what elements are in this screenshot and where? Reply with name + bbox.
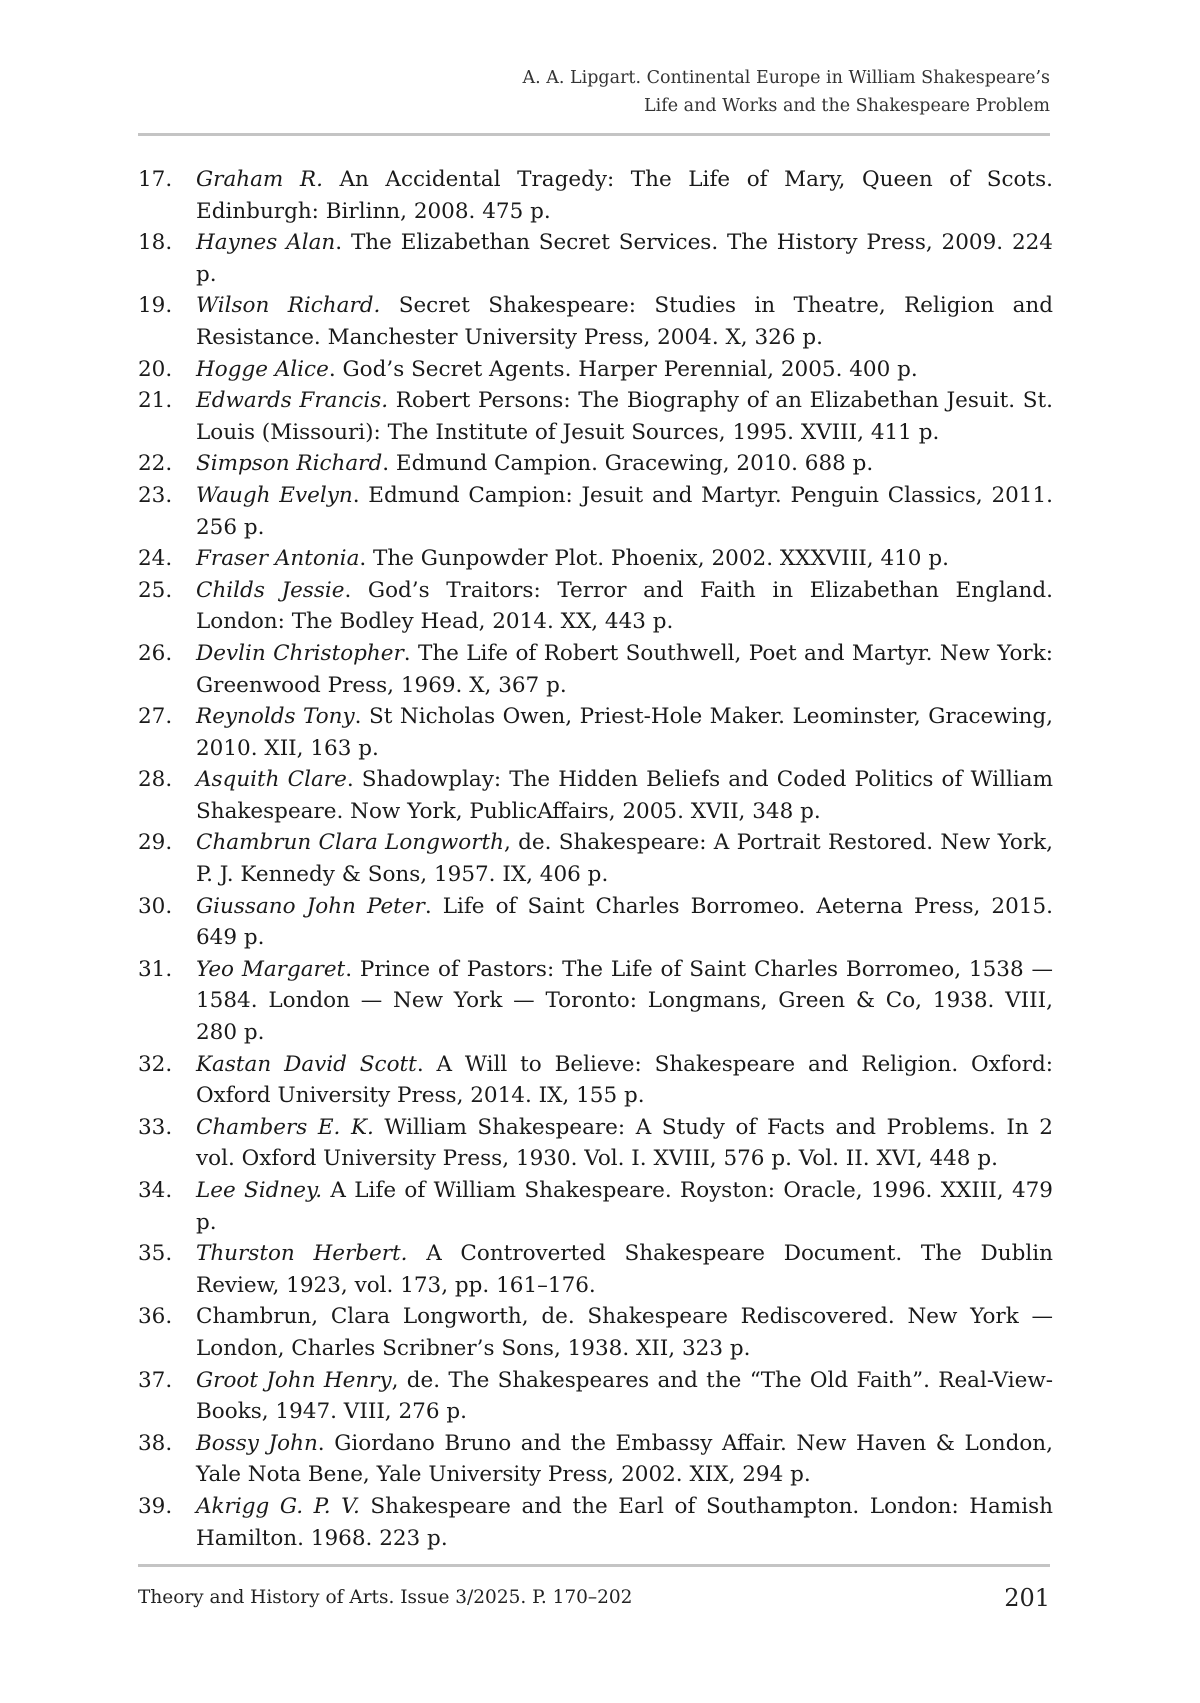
reference-author: Simpson Richard xyxy=(196,451,383,477)
page-number: 201 xyxy=(1004,1584,1050,1612)
reference-item xyxy=(138,954,1053,1049)
reference-number: 21. xyxy=(138,388,173,414)
reference-body xyxy=(196,1049,1053,1112)
reference-item xyxy=(138,1491,1053,1554)
reference-author: Giussano John Peter xyxy=(196,893,425,919)
reference-body xyxy=(196,164,1053,227)
reference-text: . A Will to Believe: Shakespeare and Religion. Oxford: Oxford University Press, 2014. IX, 155 p. xyxy=(196,1051,1053,1109)
reference-item xyxy=(138,701,1053,764)
reference-item xyxy=(138,1238,1053,1301)
reference-number: 38. xyxy=(138,1430,173,1456)
reference-item xyxy=(138,1112,1053,1175)
reference-body xyxy=(196,290,1053,353)
reference-item xyxy=(138,227,1053,290)
reference-author: Fraser Antonia xyxy=(196,546,360,572)
running-header-line-2: Life and Works and the Shakespeare Problem xyxy=(644,96,1050,116)
reference-body xyxy=(196,764,1053,827)
reference-text: . God’s Secret Agents. Harper Perennial, 2005. 400 p. xyxy=(328,356,918,382)
footer-divider xyxy=(138,1564,1050,1567)
reference-number: 20. xyxy=(138,356,173,382)
reference-item xyxy=(138,891,1053,954)
reference-number: 33. xyxy=(138,1114,173,1140)
reference-item xyxy=(138,827,1053,890)
reference-number: 17. xyxy=(138,167,173,192)
reference-item xyxy=(138,764,1053,827)
reference-body xyxy=(196,543,1053,575)
reference-text: Chambrun, Clara Longworth, de. Shakespeare Rediscovered. New York — London, Charles Scribner’s Sons, 1938. XII, 323 p. xyxy=(196,1304,1053,1361)
reference-number: 39. xyxy=(138,1493,173,1519)
reference-author: Reynolds Tony xyxy=(196,704,355,730)
reference-number: 25. xyxy=(138,577,173,603)
reference-author: Childs Jessie xyxy=(196,577,345,603)
reference-author: Groot John Henry xyxy=(196,1367,392,1393)
reference-item xyxy=(138,1428,1053,1491)
reference-number: 29. xyxy=(138,830,173,856)
reference-body xyxy=(196,480,1053,543)
reference-item xyxy=(138,543,1053,575)
reference-author: Thurston Herbert. xyxy=(196,1241,408,1267)
reference-body xyxy=(196,827,1053,890)
reference-author: Wilson Richard. xyxy=(196,293,381,319)
reference-text: A Controverted Shakespeare Document. The Dublin Review, 1923, vol. 173, pp. 161–176. xyxy=(196,1241,1053,1298)
running-header-line-1: A. A. Lipgart. Continental Europe in William Shakespeare’s xyxy=(522,68,1050,88)
reference-author: Devlin Christopher xyxy=(196,640,404,666)
reference-body xyxy=(196,385,1053,448)
reference-number: 35. xyxy=(138,1241,173,1267)
reference-text: . God’s Traitors: Terror and Faith in Elizabethan England. London: The Bodley Head, 2014. XX, 443 p. xyxy=(196,577,1053,635)
reference-author: Lee Sidney. xyxy=(196,1178,323,1203)
reference-body xyxy=(196,1365,1053,1428)
reference-number: 28. xyxy=(138,767,173,793)
reference-body xyxy=(196,638,1053,701)
reference-number: 26. xyxy=(138,640,173,666)
reference-text: . Edmund Campion: Jesuit and Martyr. Penguin Classics, 2011. 256 p. xyxy=(196,482,1053,540)
reference-text: . St Nicholas Owen, Priest-Hole Maker. Leominster, Gracewing, 2010. XII, 163 p. xyxy=(196,704,1053,761)
reference-item xyxy=(138,354,1053,386)
reference-author: Chambrun Clara Longworth xyxy=(196,830,505,856)
reference-body xyxy=(196,954,1053,1049)
header-divider xyxy=(138,133,1050,136)
reference-item xyxy=(138,1301,1053,1364)
reference-item xyxy=(138,575,1053,638)
reference-item xyxy=(138,1175,1053,1238)
reference-text: Robert Persons: The Biography of an Elizabethan Jesuit. St. Louis (Missouri): The Institute of Jesuit Sources, 1995. XVIII, 411 p. xyxy=(196,388,1053,445)
reference-text: Secret Shakespeare: Studies in Theatre, Religion and Resistance. Manchester University Press, 2004. X, 326 p. xyxy=(196,293,1054,350)
reference-text: , de. The Shakespeares and the “The Old Faith”. Real-View-Books, 1947. VIII, 276 p. xyxy=(196,1367,1053,1425)
reference-number: 31. xyxy=(138,956,173,982)
reference-text: Shakespeare and the Earl of Southampton. London: Hamish Hamilton. 1968. 223 p. xyxy=(196,1493,1054,1551)
reference-author: Akrigg G. P. V. xyxy=(196,1493,360,1519)
reference-list xyxy=(138,164,1053,1554)
reference-text: William Shakespeare: A Study of Facts and Problems. In 2 vol. Oxford University Press, 1930. Vol. I. XVIII, 576 p. Vol. II. XVI, 448 p. xyxy=(196,1114,1053,1172)
reference-body xyxy=(196,1175,1053,1238)
reference-text: . The Elizabethan Secret Services. The History Press, 2009. 224 p. xyxy=(196,230,1053,287)
reference-body xyxy=(196,354,1053,386)
reference-text: . Giordano Bruno and the Embassy Affair. New Haven & London, Yale Nota Bene, Yale University Press, 2002. XIX, 294 p. xyxy=(196,1430,1053,1488)
reference-body xyxy=(196,1491,1053,1554)
reference-number: 24. xyxy=(138,546,173,572)
reference-author: Yeo Margaret xyxy=(196,956,346,982)
reference-body xyxy=(196,1301,1053,1364)
reference-text: A Life of William Shakespeare. Royston: Oracle, 1996. XXIII, 479 p. xyxy=(196,1178,1053,1235)
reference-number: 22. xyxy=(138,451,173,477)
reference-item xyxy=(138,385,1053,448)
reference-item xyxy=(138,1049,1053,1112)
reference-number: 27. xyxy=(138,704,173,730)
reference-body xyxy=(196,701,1053,764)
reference-text: . Shadowplay: The Hidden Beliefs and Coded Politics of William Shakespeare. Now York, PublicAffairs, 2005. XVII, 348 p. xyxy=(196,767,1054,824)
reference-body xyxy=(196,575,1053,638)
reference-number: 37. xyxy=(138,1367,173,1393)
reference-text: . The Gunpowder Plot. Phoenix, 2002. XXXVIII, 410 p. xyxy=(359,546,949,572)
reference-item xyxy=(138,1365,1053,1428)
reference-item xyxy=(138,290,1053,353)
reference-number: 30. xyxy=(138,893,173,919)
reference-author: Chambers E. K. xyxy=(196,1114,374,1140)
reference-number: 36. xyxy=(138,1304,173,1330)
reference-text: . Life of Saint Charles Borromeo. Aeterna Press, 2015. 649 p. xyxy=(196,893,1053,951)
reference-body xyxy=(196,1112,1053,1175)
journal-citation: Theory and History of Arts. Issue 3/2025. P. 170–202 xyxy=(138,1587,633,1608)
reference-item xyxy=(138,448,1053,480)
reference-author: Haynes Alan xyxy=(196,230,336,256)
reference-item xyxy=(138,164,1053,227)
reference-author: Edwards Francis. xyxy=(196,388,389,414)
reference-body xyxy=(196,1428,1053,1491)
reference-author: Graham R. xyxy=(196,167,323,192)
reference-author: Asquith Clare xyxy=(196,767,347,793)
reference-body xyxy=(196,448,1053,480)
reference-number: 19. xyxy=(138,293,173,319)
reference-author: Bossy John xyxy=(196,1430,318,1456)
reference-text: . The Life of Robert Southwell, Poet and Martyr. New York: Greenwood Press, 1969. X, 367 p. xyxy=(196,640,1053,698)
reference-number: 32. xyxy=(138,1051,173,1077)
reference-body xyxy=(196,891,1053,954)
reference-author: Waugh Evelyn xyxy=(196,482,353,508)
reference-number: 34. xyxy=(138,1178,173,1203)
reference-author: Hogge Alice xyxy=(196,356,329,382)
reference-text: . Prince of Pastors: The Life of Saint Charles Borromeo, 1538 — 1584. London — New York — Toronto: Longmans, Green & Co, 1938. VIII, 280 p. xyxy=(196,956,1053,1046)
reference-author: Kastan David Scott xyxy=(196,1051,417,1077)
reference-text: An Accidental Tragedy: The Life of Mary, Queen of Scots. Edinburgh: Birlinn, 2008. 475 p. xyxy=(196,167,1053,224)
reference-item xyxy=(138,480,1053,543)
reference-item xyxy=(138,638,1053,701)
reference-body xyxy=(196,227,1053,290)
reference-body xyxy=(196,1238,1053,1301)
reference-number: 23. xyxy=(138,482,173,508)
running-header xyxy=(138,64,1050,120)
reference-number: 18. xyxy=(138,230,173,256)
reference-text: . Edmund Campion. Gracewing, 2010. 688 p. xyxy=(382,451,874,477)
reference-text: , de. Shakespeare: A Portrait Restored. New York, P. J. Kennedy & Sons, 1957. IX, 406 p. xyxy=(196,830,1054,888)
